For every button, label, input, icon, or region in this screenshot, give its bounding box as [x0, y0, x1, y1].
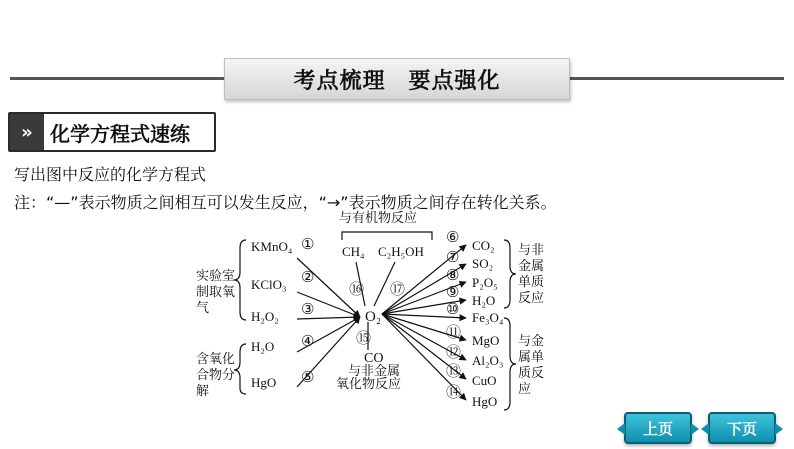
double-chevron-icon: » — [10, 114, 44, 150]
reactant-num: ⑤ — [301, 370, 315, 386]
group-lab-line-3: 气 — [196, 301, 210, 316]
product-formula: SO₂ — [472, 256, 494, 271]
group-decomp-line-1: 含氧化 — [196, 352, 236, 367]
group-metal-line-2: 属单 — [518, 350, 545, 365]
product-num: ⑨ — [446, 285, 460, 301]
reactant-num: ② — [301, 270, 315, 286]
product-formula: CuO — [472, 373, 497, 388]
product-num: ⑭ — [446, 385, 462, 401]
product-formula: HgO — [472, 394, 498, 409]
product-formula: H₂O — [472, 293, 496, 308]
group-organic: 与有机物反应 — [339, 211, 418, 226]
reactant-formula: KClO₃ — [251, 277, 287, 292]
group-lab-line-1: 实验室 — [196, 269, 236, 284]
instruction-line-2: 注：“—”表示物质之间相互可以发生反应，“→”表示物质之间存在转化关系。 — [14, 193, 557, 212]
group-metal-line-3: 质反 — [518, 366, 545, 381]
product-formula: Al₂O₃ — [472, 353, 504, 368]
reactant-num: ④ — [301, 334, 315, 350]
right-brace-nonmetal — [504, 240, 516, 308]
organic-bracket — [342, 232, 432, 240]
product-num: ⑧ — [446, 268, 460, 284]
group-nonmetal-line-3: 单质 — [518, 275, 545, 290]
group-lab-line-2: 制取氧 — [196, 285, 236, 300]
organic-num: ⑰ — [390, 282, 406, 298]
product-formula: Fe₃O₄ — [472, 310, 504, 325]
prev-page-button[interactable]: 上页 — [624, 412, 692, 444]
reactant-num: ③ — [301, 302, 315, 318]
product-formula: CO₂ — [472, 238, 495, 253]
group-co-line-3: 氧化物反应 — [336, 377, 402, 392]
group-nonmetal-line-1: 与非 — [518, 243, 545, 258]
right-brace-metal — [504, 318, 516, 410]
group-metal-line-4: 应 — [518, 382, 532, 397]
next-page-button[interactable]: 下页 — [708, 412, 776, 444]
reactant-num: ① — [301, 237, 315, 253]
section-title: 化学方程式速练 — [50, 121, 190, 146]
reactant-formula: H₂O — [251, 339, 275, 354]
group-decomp-line-3: 解 — [196, 384, 210, 399]
instruction-line-1: 写出图中反应的化学方程式 — [14, 165, 207, 184]
group-decomp-line-2: 合物分 — [196, 368, 236, 383]
product-num: ⑦ — [446, 250, 460, 266]
left-brace-decomp — [234, 344, 246, 394]
center-o2: O₂ — [365, 309, 382, 325]
product-formula: MgO — [472, 333, 500, 348]
group-co-formula: CO — [364, 351, 384, 366]
product-num: ⑪ — [446, 325, 462, 341]
group-nonmetal-line-2: 金属 — [518, 259, 545, 274]
left-brace-lab — [234, 240, 246, 320]
group-co-line-2: 与非金属 — [348, 364, 401, 379]
organic-formula: C₂H₅OH — [378, 244, 424, 259]
reactant-formula: KMnO₄ — [251, 239, 293, 254]
product-num: ⑫ — [446, 345, 462, 361]
co-num: ⑮ — [356, 331, 372, 347]
organic-formula: CH₄ — [342, 244, 365, 259]
product-formula: P₂O₅ — [472, 275, 498, 290]
product-num: ⑥ — [446, 230, 460, 246]
reactant-formula: HgO — [251, 375, 277, 390]
reactant-formula: H₂O₂ — [251, 309, 279, 324]
product-num: ⑩ — [446, 302, 460, 318]
group-metal-line-1: 与金 — [518, 334, 545, 349]
organic-num: ⑯ — [349, 282, 365, 298]
product-num: ⑬ — [446, 364, 462, 380]
page-title: 考点梳理 要点强化 — [224, 58, 570, 100]
group-nonmetal-line-4: 反应 — [518, 291, 545, 306]
